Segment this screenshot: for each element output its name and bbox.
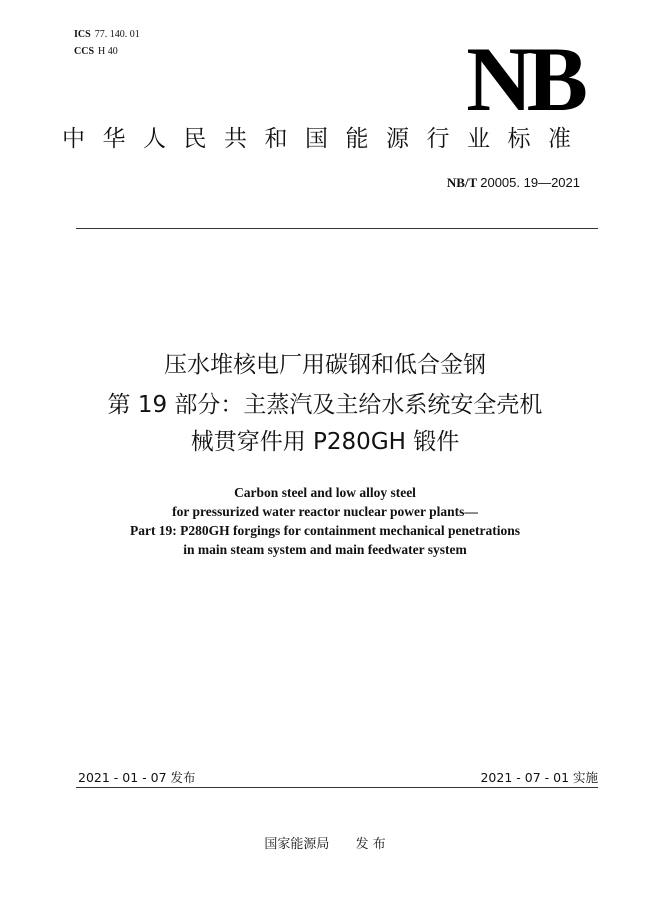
title-en-line-1: Carbon steel and low alloy steel (234, 485, 416, 500)
standard-code: 20005. 19—2021 (480, 175, 580, 190)
issuer-line (0, 836, 650, 854)
issue-date: 2021 - 01 - 07 发布 (78, 770, 196, 785)
bottom-divider (76, 787, 598, 788)
title-cn-line-2: 第 19 部分：主蒸汽及主给水系统安全壳机 (107, 392, 543, 418)
issuer-action: 发 布 (355, 837, 386, 852)
standard-number (447, 175, 580, 191)
issuing-authority-heading: 中华人民共和国能源行业标准 (62, 126, 589, 152)
implementation-date: 2021 - 07 - 01 实施 (480, 770, 598, 785)
title-en-line-3: Part 19: P280GH forgings for containment mechanical penetrations (129, 523, 521, 538)
top-divider (76, 228, 598, 229)
ics-value: 77. 140. 01 (94, 29, 140, 40)
nb-logo: NB (466, 28, 582, 130)
ccs-value: H 40 (98, 46, 118, 57)
title-en-line-2: for pressurized water reactor nuclear power plants— (172, 504, 478, 519)
ics-code (74, 29, 140, 41)
title-cn-line-1: 压水堆核电厂用碳钢和低合金钢 (164, 352, 486, 378)
ccs-label: CCS (74, 46, 95, 57)
issuer-name: 国家能源局 (264, 837, 330, 852)
title-en-line-4: in main steam system and main feedwater system (183, 542, 467, 557)
standard-prefix: NB/T (446, 175, 477, 190)
title-cn-line-3: 械贯穿件用 P280GH 锻件 (190, 429, 460, 455)
ccs-code (74, 46, 118, 58)
ics-label: ICS (74, 29, 91, 40)
